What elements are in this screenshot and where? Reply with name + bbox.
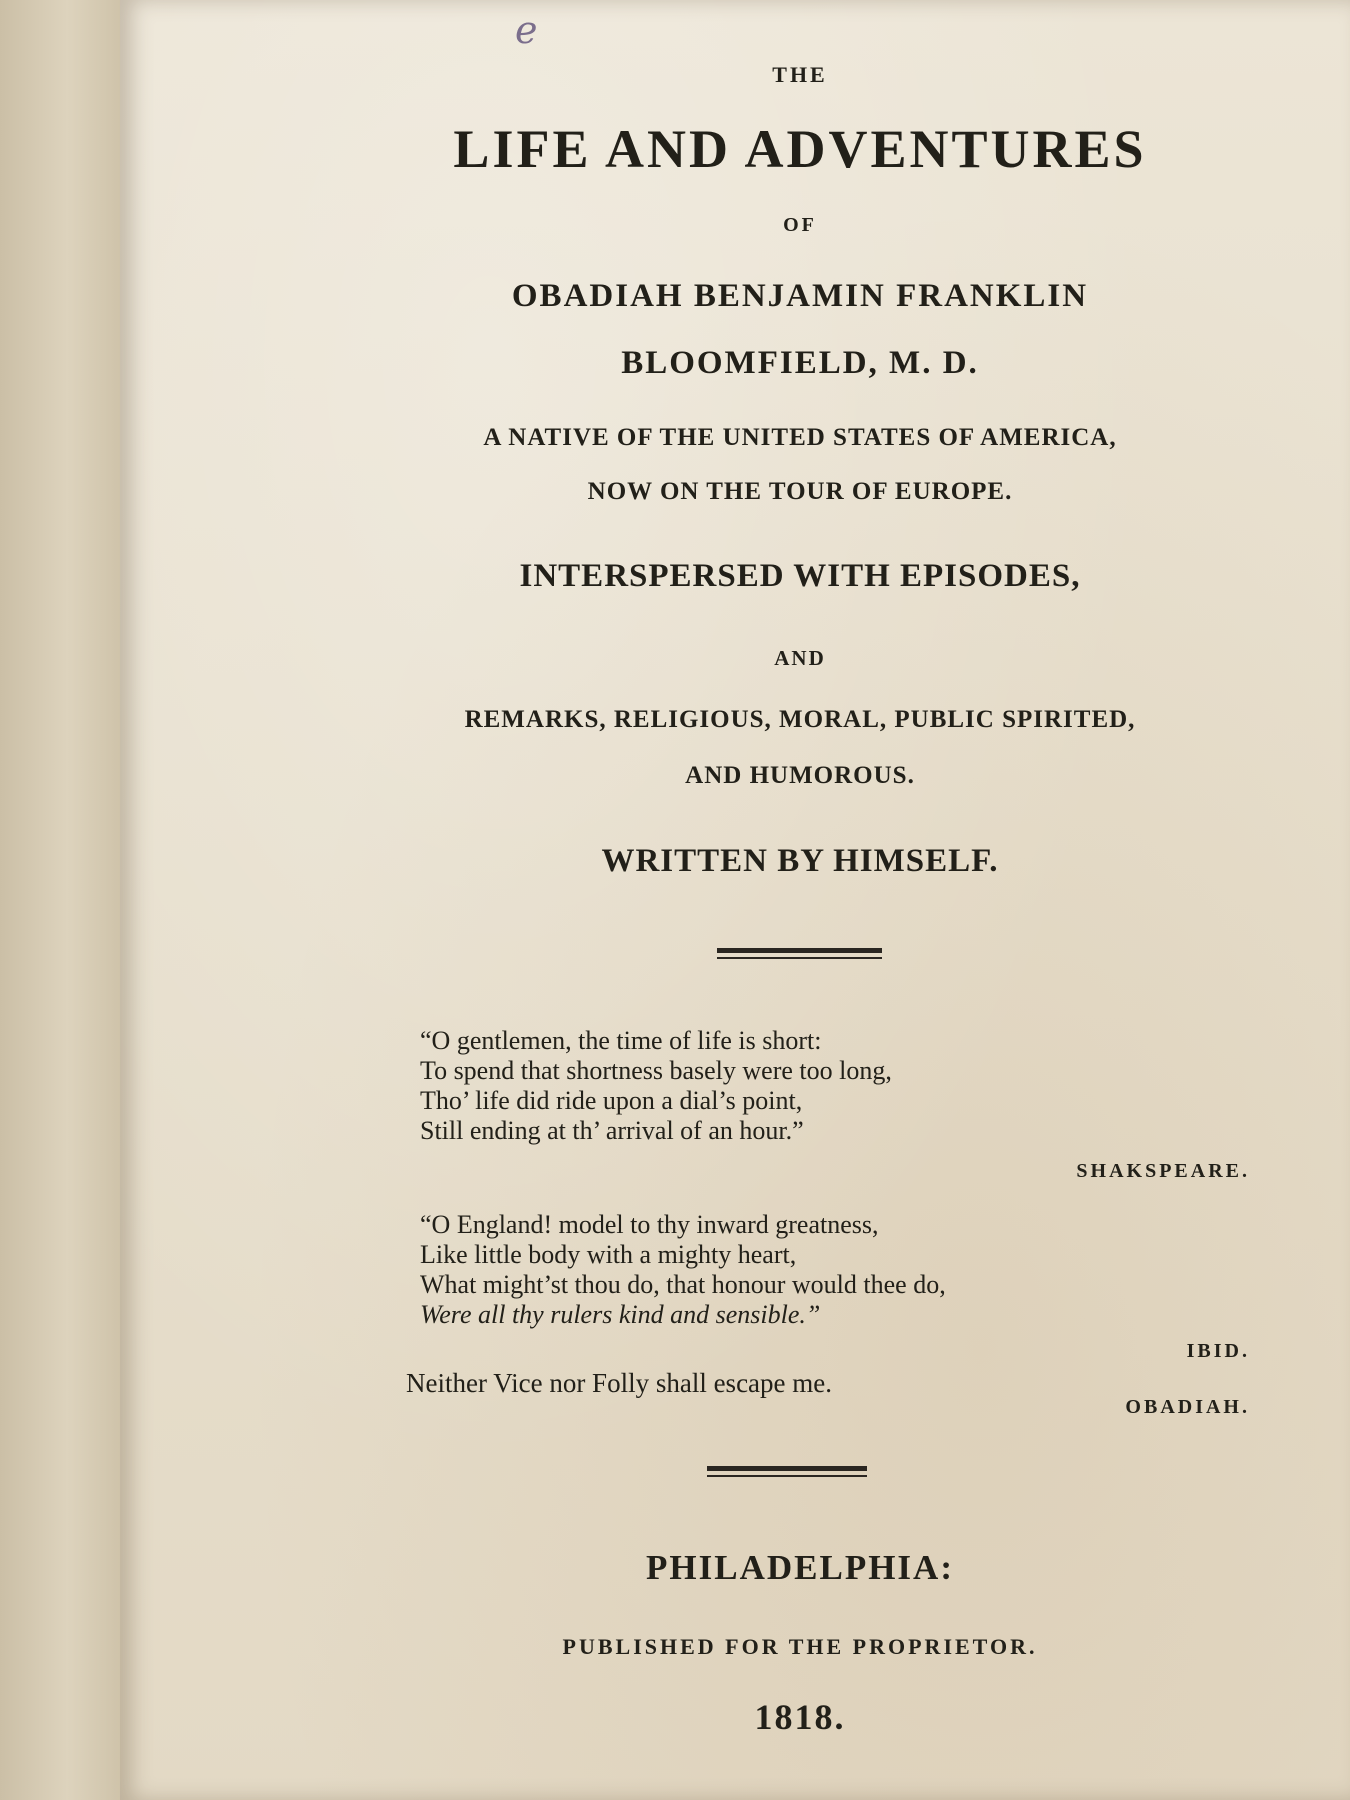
title-article: THE (772, 62, 828, 87)
native-line: A NATIVE OF THE UNITED STATES OF AMERICA, (483, 424, 1117, 451)
quote-line: What might’st thou do, that honour would thee do, (420, 1270, 946, 1299)
motto-attribution: OBADIAH. (1125, 1396, 1250, 1418)
quote-line: Were all thy rulers kind and sensible.” (420, 1300, 821, 1329)
book-title: LIFE AND ADVENTURES (453, 119, 1147, 179)
humorous-line: AND HUMOROUS. (685, 762, 915, 789)
quote-line: “O England! model to thy inward greatness, (420, 1210, 879, 1239)
quote-line: To spend that shortness basely were too long, (420, 1056, 892, 1085)
written-by-line: WRITTEN BY HIMSELF. (601, 843, 999, 879)
quote-line: Still ending at th’ arrival of an hour.” (420, 1116, 804, 1145)
handwritten-mark: e (515, 8, 538, 52)
author-name-line1: OBADIAH BENJAMIN FRANKLIN (511, 278, 1089, 314)
quote-line: “O gentlemen, the time of life is short: (420, 1026, 822, 1055)
author-name-line2: BLOOMFIELD, M. D. (621, 345, 979, 381)
title-of: OF (783, 214, 817, 236)
double-rule-divider (717, 948, 882, 953)
remarks-line: REMARKS, RELIGIOUS, MORAL, PUBLIC SPIRITED, (464, 706, 1136, 733)
quote-line: Tho’ life did ride upon a dial’s point, (420, 1086, 803, 1115)
imprint-city: PHILADELPHIA: (646, 1548, 954, 1587)
double-rule-divider (707, 1466, 867, 1471)
quote-attribution: SHAKSPEARE. (1076, 1160, 1250, 1182)
quote-block-ibid (420, 1210, 946, 1330)
interspersed-line: INTERSPERSED WITH EPISODES, (519, 558, 1081, 594)
quote-attribution: IBID. (1186, 1340, 1250, 1362)
motto-text: Neither Vice nor Folly shall escape me. (406, 1368, 833, 1398)
and-line: AND (774, 646, 826, 670)
imprint-publisher: PUBLISHED FOR THE PROPRIETOR. (562, 1634, 1038, 1659)
quote-block-shakspeare (420, 1026, 892, 1146)
title-page (120, 0, 1350, 1800)
tour-line: NOW ON THE TOUR OF EUROPE. (587, 478, 1013, 505)
imprint-year: 1818. (754, 1697, 846, 1737)
quote-line: Like little body with a mighty heart, (420, 1240, 797, 1269)
